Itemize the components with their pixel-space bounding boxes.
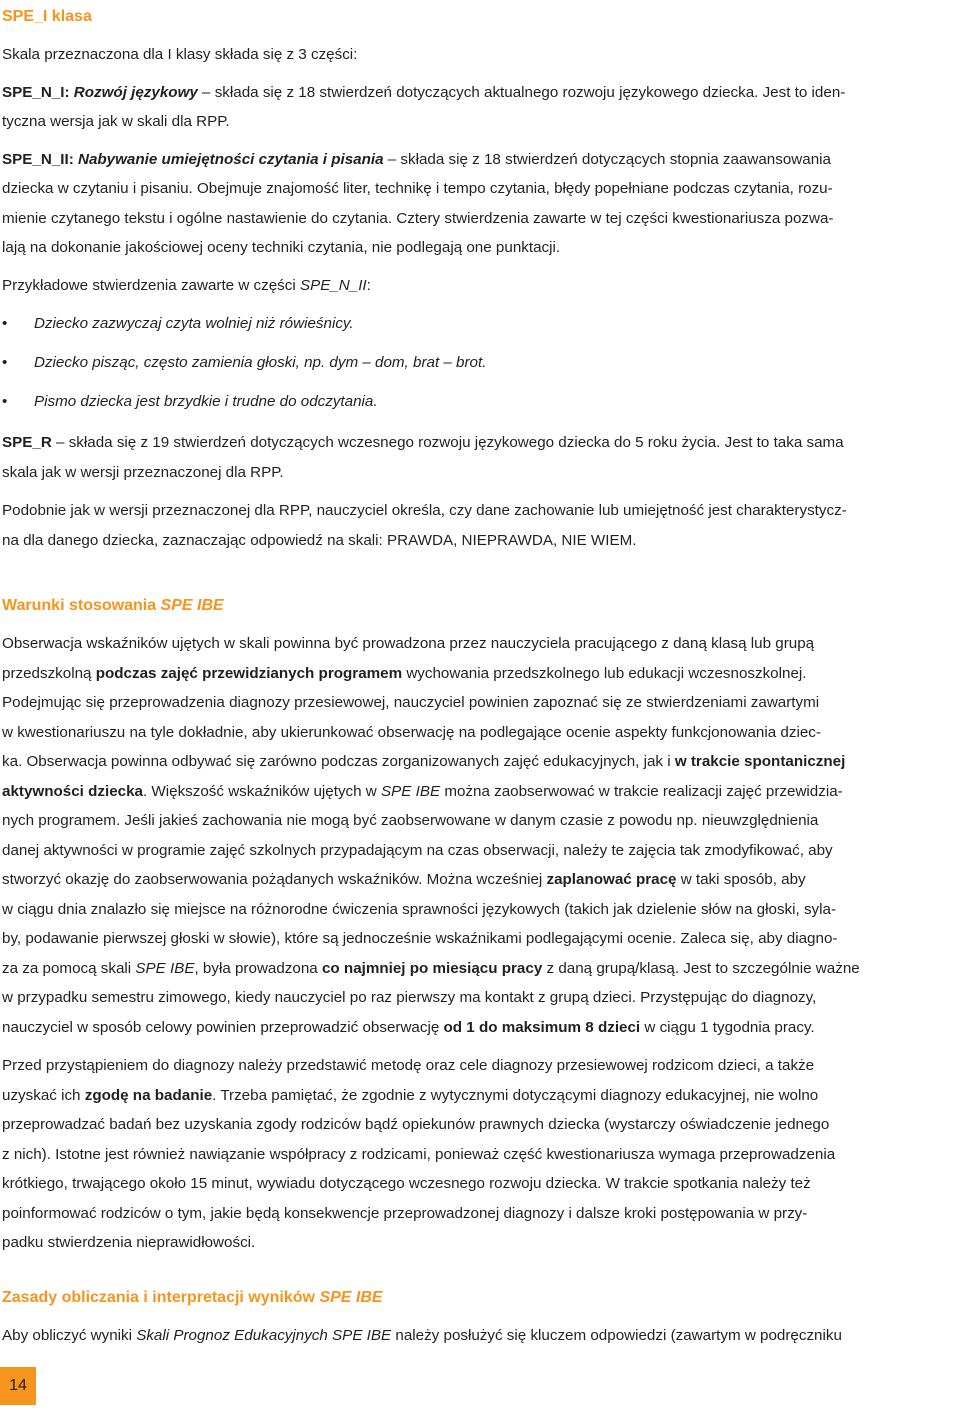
- section-title-spe-i: SPE_I klasa: [2, 8, 92, 25]
- list-item: • Dziecko zazwyczaj czyta wolniej niż rówieśnicy.: [2, 315, 354, 332]
- closing-paragraph: Podobnie jak w wersji przeznaczonej dla RPP, nauczyciel określa, czy dane zachowanie lub umiejętność jest charakterystycz- na dla danego dziecka, zaznaczając odpowiedź na skali: PRAWDA, NIEPRAWDA, NIE WIEM.: [2, 502, 847, 549]
- part1-paragraph: SPE_N_I: Rozwój językowy – składa się z 18 stwierdzeń dotyczących aktualnego rozwoju językowego dziecka. Jest to iden- tyczna wersja jak w skali dla RPP.: [2, 83, 846, 130]
- examples-list: [2, 314, 960, 412]
- section2-body: [2, 629, 960, 1258]
- section-title-zasady: Zasady obliczania i interpretacji wyników SPE IBE: [2, 1289, 383, 1306]
- section-title-warunki: Warunki stosowania SPE IBE: [2, 597, 224, 614]
- examples-intro: Przykładowe stwierdzenia zawarte w części SPE_N_II:: [2, 276, 371, 294]
- consent-paragraph: Przed przystąpieniem do diagnozy należy przedstawić metodę oraz cele diagnozy przesiewowej rodzicom dzieci, a także uzyskać ich zgodę na badanie. Trzeba pamiętać, że zgodnie z wytycznymi dotyczącymi diagnozy edukacyjnej, nie wolno przeprowadzać badań bez uzyskania zgody rodziców bądź opiekunów prawnych dziecka (wystarczy oświadczenie jednego z nich). Istotne jest również nawiązanie współpracy z rodzicami, ponieważ część kwestionariusza wymaga przeprowadzenia krótkiego, trwającego około 15 minut, wywiadu dotyczącego wczesnego rozwoju dziecka. W trakcie spotkania należy też poinformować rodziców o tym, jakie będą konsekwencje przeprowadzonej diagnozy i dalsze kroki postępowania w przy- padku stwierdzenia nieprawidłowości.: [2, 1057, 836, 1251]
- page-number: 14: [0, 1367, 36, 1405]
- part2-paragraph: SPE_N_II: Nabywanie umiejętności czytania i pisania – składa się z 18 stwierdzeń dotyczących stopnia zaawansowania dziecka w czytaniu i pisaniu. Obejmuje znajomość liter, technikę i tempo czytania, błędy popełniane podczas czytania, rozu- mienie czytanego tekstu i ogólne nastawienie do czytania. Cztery stwierdzenia zawarte w tej części kwestionariusza pozwa- lają na dokonanie jakościowej oceny techniki czytania, nie podlegają one punktacji.: [2, 150, 834, 256]
- intro-paragraph: Skala przeznaczona dla I klasy składa się z 3 części:: [2, 46, 358, 63]
- part3-paragraph: SPE_R – składa się z 19 stwierdzeń dotyczących wczesnego rozwoju językowego dziecka do 5 roku życia. Jest to taka sama skala jak w wersji przeznaczonej dla RPP.: [2, 434, 844, 481]
- list-item: • Pismo dziecka jest brzydkie i trudne do odczytania.: [2, 393, 378, 410]
- section3-body: [2, 1321, 960, 1351]
- section1-body: [2, 40, 960, 555]
- list-item: • Dziecko pisząc, często zamienia głoski, np. dym – dom, brat – brot.: [2, 354, 487, 371]
- conditions-paragraph: Obserwacja wskaźników ujętych w skali powinna być prowadzona przez nauczyciela pracującego z daną klasą lub grupą przedszkolną podczas zajęć przewidzianych programem wychowania przedszkolnego lub edukacji wczesnoszkolnej. Podejmując się przeprowadzenia diagnozy przesiewowej, nauczyciel powinien zapoznać się ze stwierdzeniami zawartymi w kwestionariuszu na tyle dokładnie, aby ukierunkować obserwację na podlegające ocenie aspekty funkcjonowania dziec- ka. Obserwacja powinna odbywać się zarówno podczas zorganizowanych zajęć edukacyjnych, jak i w trakcie spontanicznej aktywności dziecka. Większość wskaźników ujętych w SPE IBE można zaobserwować w trakcie realizacji zajęć przewidzia- nych programem. Jeśli jakieś zachowania nie mogą być zaobserwowane w danym czasie z powodu np. nieuwzględnienia danej aktywności w programie zajęć szkolnych przypadającym na czas obserwacji, należy te zajęcia tak zmodyfikować, aby stworzyć okazję do zaobserwowania pożądanych wskaźników. Można wcześniej zaplanować pracę w taki sposób, aby w ciągu dnia znalazło się miejsce na różnorodne ćwiczenia sprawności językowych (takich jak dzielenie słów na głoski, syla- by, podawanie pierwszej głoski w słowie), które są jednocześnie wskaźnikami podlegającymi ocenie. Zaleca się, aby diagno- za za pomocą skali SPE IBE, była prowadzona co najmniej po miesiącu pracy z daną grupą/klasą. Jest to szczególnie ważne w przypadku semestru zimowego, kiedy nauczyciel po raz pierwszy ma kontakt z grupą dzieci. Przystępując do diagnozy, nauczyciel w sposób celowy powinien przeprowadzić obserwację od 1 do maksimum 8 dzieci w ciągu 1 tygodnia pracy.: [2, 635, 860, 1036]
- scoring-paragraph: Aby obliczyć wyniki Skali Prognoz Edukacyjnych SPE IBE należy posłużyć się kluczem odpowiedzi (zawartym w podręczniku: [2, 1327, 842, 1344]
